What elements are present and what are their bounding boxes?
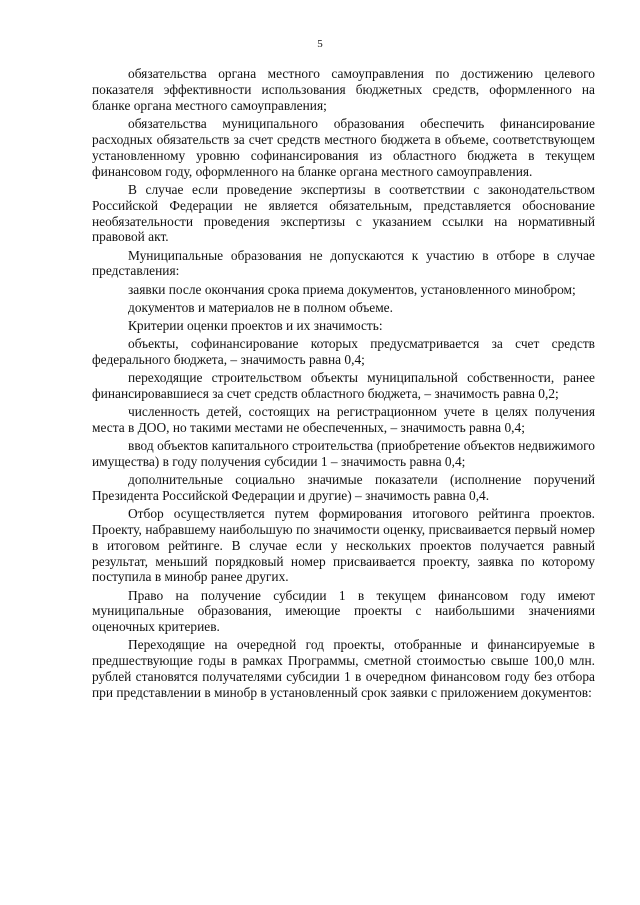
paragraph: Переходящие на очередной год проекты, отобранные и финансируемые в предшествующие годы в рамках Программы, сметной стоимостью свыше 100,0 млн. рублей становятся получателями субсидии 1 в очередном финансовом году без отбора при представлении в минобр в установленный срок заявки с приложением документов: [92, 637, 595, 701]
page-number: 5 [317, 38, 323, 50]
paragraph: документов и материалов не в полном объеме. [128, 299, 393, 315]
paragraph: обязательства муниципального образования обеспечить финансирование расходных обязательств за счет средств местного бюджета в объеме, соответствующем установленному уровню софинансирования из областного бюджета в текущем финансовом году, оформленного на бланке органа местного самоуправления. [92, 115, 595, 179]
paragraph: объекты, софинансирование которых предусматривается за счет средств федерального бюджета, – значимость равна 0,4; [92, 335, 595, 367]
paragraph: дополнительные социально значимые показатели (исполнение поручений Президента Российской Федерации и другие) – значимость равна 0,4. [92, 471, 595, 503]
paragraph: ввод объектов капитального строительства (приобретение объектов недвижимого имущества) в году получения субсидии 1 – значимость равна 0,4; [92, 437, 595, 469]
paragraph: численность детей, состоящих на регистрационном учете в целях получения места в ДОО, но такими местами не обеспеченных, – значимость равна 0,4; [92, 403, 595, 435]
paragraph: Критерии оценки проектов и их значимость: [128, 317, 383, 333]
paragraph: Отбор осуществляется путем формирования итогового рейтинга проектов. Проекту, набравшему наибольшую по значимости оценку, присваивается первый номер в итоговом рейтинге. В случае если у нескольких проектов получается равный результат, меньший порядковый номер присваивается проекту, заявка по которому поступила в минобр ранее других. [92, 505, 595, 585]
paragraph: Муниципальные образования не допускаются к участию в отборе в случае представления: [92, 247, 595, 279]
paragraph: обязательства органа местного самоуправления по достижению целевого показателя эффективности использования бюджетных средств, оформленного на бланке органа местного самоуправления; [92, 66, 595, 113]
paragraph: переходящие строительством объекты муниципальной собственности, ранее финансировавшиеся за счет средств областного бюджета, – значимость равна 0,2; [92, 369, 595, 401]
paragraph: Право на получение субсидии 1 в текущем финансовом году имеют муниципальные образования, имеющие проекты с наибольшими значениями оценочных критериев. [92, 587, 595, 635]
paragraph: В случае если проведение экспертизы в соответствии с законодательством Российской Федерации не является обязательным, представляется обоснование необязательности проведения экспертизы с указанием ссылки на нормативный правовой акт. [92, 181, 595, 245]
document-body [92, 66, 595, 703]
paragraph: заявки после окончания срока приема документов, установленного минобром; [128, 281, 576, 297]
